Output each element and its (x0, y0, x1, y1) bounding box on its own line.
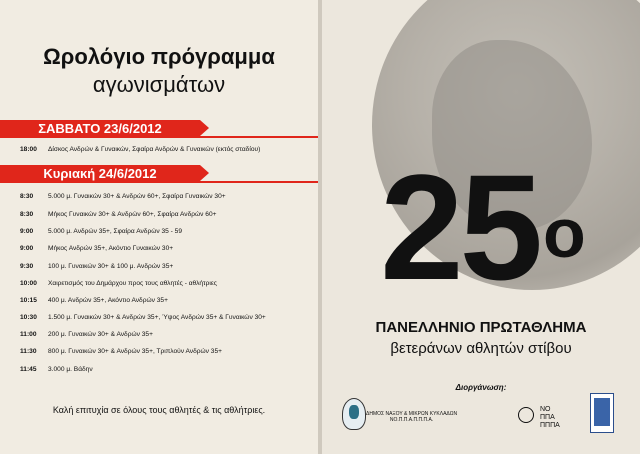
cover-panel (322, 0, 640, 454)
event-description: Χαιρετισμός του Δημάρχου προς τους αθλητές - αθλήτριες (48, 280, 217, 287)
schedule-row (20, 211, 216, 218)
event-time: 9:30 (20, 263, 34, 270)
event-description: 5.000 μ. Ανδρών 35+, Σφαίρα Ανδρών 35 - 59 (48, 228, 183, 235)
schedule-row (20, 314, 266, 321)
event-description: Δίσκος Ανδρών & Γυναικών, Σφαίρα Ανδρών & Γυναικών (εκτός σταδίου) (48, 146, 261, 153)
event-time: 10:30 (20, 314, 37, 321)
nopa-logo (518, 407, 534, 423)
nopa-line: ΠΠΑ (540, 414, 555, 421)
event-time: 10:15 (20, 297, 37, 304)
nopa-line: ΠΠΠΑ (540, 422, 560, 429)
championship-title: ΠΑΝΕΛΛΗΝΙΟ ΠΡΩΤΑΘΛΗΜΑ (375, 319, 587, 336)
schedule-row (20, 263, 173, 270)
edition-ordinal: ο (543, 194, 582, 272)
event-time: 8:30 (20, 211, 34, 218)
event-time: 9:00 (20, 245, 34, 252)
schedule-title: Ωρολόγιο πρόγραμμα (43, 44, 275, 69)
event-time: 11:45 (20, 366, 37, 373)
good-luck-message: Καλή επιτυχία σε όλους τους αθλητές & τις αθλήτριες. (52, 405, 266, 415)
event-time: 18:00 (20, 146, 37, 153)
day2-banner: Κυριακή 24/6/2012 (0, 165, 200, 182)
nopa-wordmark (540, 406, 560, 430)
municipality-logo (342, 398, 366, 430)
schedule-row (20, 280, 217, 287)
edition-digits: 25 (380, 143, 540, 311)
schedule-row (20, 245, 173, 252)
day1-banner: ΣΑΒΒΑΤΟ 23/6/2012 (0, 120, 200, 137)
schedule-row (20, 348, 222, 355)
schedule-panel (0, 0, 318, 454)
schedule-row (20, 331, 153, 338)
organizer-label: Διοργάνωση: (455, 383, 507, 392)
event-time: 8:30 (20, 193, 34, 200)
municipality-line: ΔΗΜΟΣ ΝΑΞΟΥ & ΜΙΚΡΩΝ ΚΥΚΛΑΔΩΝ (366, 411, 458, 417)
athletics-association-logo (590, 393, 614, 433)
event-description: Μήκος Ανδρών 35+, Ακόντιο Γυναικών 30+ (48, 245, 174, 252)
event-description: 200 μ. Γυναικών 30+ & Ανδρών 35+ (48, 331, 153, 338)
schedule-row (20, 146, 260, 153)
event-description: Μήκος Γυναικών 30+ & Ανδρών 60+, Σφαίρα Ανδρών 60+ (48, 211, 217, 218)
edition-number (322, 143, 640, 311)
schedule-subtitle: αγωνισμάτων (92, 72, 226, 97)
nopa-line: ΝΟ (540, 406, 551, 413)
schedule-row (20, 297, 168, 304)
event-time: 10:00 (20, 280, 37, 287)
event-time: 11:30 (20, 348, 37, 355)
event-description: 1.500 μ. Γυναικών 30+ & Ανδρών 35+, Ύψος Ανδρών 35+ & Γυναικών 30+ (48, 314, 266, 321)
event-time: 9:00 (20, 228, 34, 235)
event-description: 5.000 μ. Γυναικών 30+ & Ανδρών 60+, Σφαίρα Γυναικών 30+ (48, 193, 226, 200)
schedule-row (20, 193, 226, 200)
event-time: 11:00 (20, 331, 37, 338)
event-description: 3.000 μ. Βάδην (48, 366, 93, 373)
municipality-name (366, 411, 457, 423)
event-description: 800 μ. Γυναικών 30+ & Ανδρών 35+, Τριπλούν Ανδρών 35+ (48, 348, 222, 355)
municipality-line: ΝΟ.Π.Π.Α.Π.Π.Π.Α. (389, 417, 434, 423)
event-description: 100 μ. Γυναικών 30+ & 100 μ. Ανδρών 35+ (48, 263, 174, 270)
schedule-row (20, 366, 93, 373)
championship-subtitle: βετεράνων αθλητών στίβου (390, 340, 572, 357)
schedule-row (20, 228, 182, 235)
event-description: 400 μ. Ανδρών 35+, Ακόντιο Ανδρών 35+ (48, 297, 168, 304)
